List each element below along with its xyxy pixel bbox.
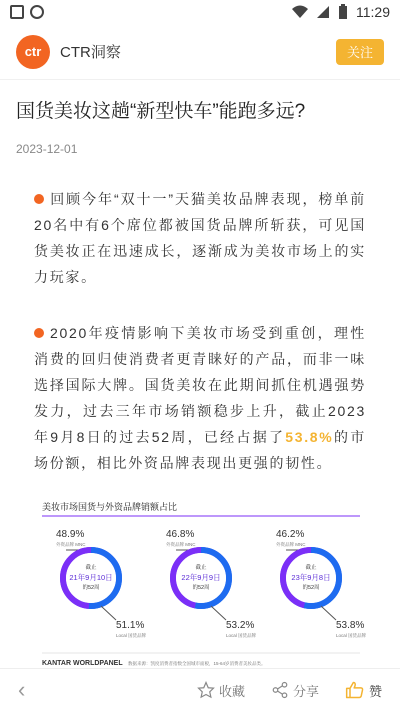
like-button[interactable]: 赞 <box>345 680 382 700</box>
share-button[interactable]: 分享 <box>271 680 319 700</box>
thumbs-up-icon <box>345 680 365 700</box>
period-label-2: 22年9月9日 <box>181 573 221 582</box>
period-label-2: 23年9月8日 <box>291 573 331 582</box>
article-body <box>0 80 400 476</box>
chart-brand: KANTAR WORLDPANEL <box>42 660 123 667</box>
period-label-3: 的52周 <box>82 585 100 591</box>
mnc-series-label: 外资品牌 MNC <box>56 542 86 547</box>
bullet-dot-icon <box>34 328 44 338</box>
collect-button[interactable]: 收藏 <box>197 680 245 700</box>
period-label-2: 21年9月10日 <box>69 573 113 582</box>
highlight-share: 53.8% <box>285 428 334 445</box>
follow-button[interactable]: 关注 <box>336 39 384 65</box>
period-label-3: 的52周 <box>192 585 210 591</box>
local-share-label: 53.8% <box>336 620 365 631</box>
mnc-share-label: 46.2% <box>276 529 305 540</box>
period-label-1: 截止 <box>305 565 317 571</box>
channel-name[interactable]: CTR洞察 <box>60 44 121 61</box>
period-label-1: 截止 <box>195 565 207 571</box>
notification-icon <box>10 5 24 19</box>
local-share-label: 53.2% <box>226 620 255 631</box>
app-icon <box>30 5 44 19</box>
mnc-series-label: 外资品牌 MNC <box>276 542 306 547</box>
article-header <box>0 24 400 80</box>
back-arrow-icon[interactable]: ‹ <box>18 677 26 702</box>
local-leader-line <box>101 606 116 620</box>
wifi-icon <box>292 5 308 19</box>
local-share-label: 51.1% <box>116 620 145 631</box>
chart-title: 美妆市场国货与外资品牌销额占比 <box>42 502 178 512</box>
mnc-series-label: 外资品牌 MNC <box>166 542 196 547</box>
star-icon <box>197 681 215 699</box>
bottom-bar <box>0 668 400 711</box>
mnc-share-label: 48.9% <box>56 529 85 540</box>
local-leader-line <box>211 606 226 620</box>
status-time: 11:29 <box>356 4 390 20</box>
period-label-3: 的52周 <box>302 585 320 591</box>
local-series-label: Local 国货品牌 <box>336 633 366 638</box>
period-label-1: 截止 <box>85 565 97 571</box>
article-paragraph-1: 回顾今年“双十一”天猫美妆品牌表现，榜单前20名中有6个席位都被国货品牌所斩获，可见国货美妆正在迅速成长，逐渐成为美妆市场上的实力玩家。 <box>34 190 366 285</box>
status-bar <box>0 0 400 24</box>
mnc-share-label: 46.8% <box>166 529 195 540</box>
share-icon <box>271 681 289 699</box>
local-series-label: Local 国货品牌 <box>226 633 257 638</box>
article-date: 2023-12-01 <box>16 141 78 156</box>
chart-footnote: 数据来源：凯度消费者指数全国城市面板，15-64岁消费者美妆品类。 <box>128 661 266 666</box>
article-paragraph-2: 2020年疫情影响下美妆市场受到重创，理性消费的回归使消费者更青睐好的产品，而非一味选择国际大牌。国货美妆在此期间抓住机遇强势发力，过去三年市场销额稳步上升，截止2023年9月8日的过去52周，已经占据了53.8%的市场份额，相比外资品牌表现出更强的韧性。 <box>34 324 367 471</box>
bullet-dot-icon <box>34 194 44 204</box>
signal-icon <box>316 5 330 19</box>
share-chart-image <box>36 495 366 675</box>
article-title: 国货美妆这趟“新型快车”能跑多远? <box>16 101 306 122</box>
battery-icon <box>338 4 348 20</box>
local-series-label: Local 国货品牌 <box>116 633 147 638</box>
share-chart <box>36 495 366 675</box>
channel-logo[interactable]: ctr <box>16 35 50 69</box>
local-leader-line <box>321 606 336 620</box>
